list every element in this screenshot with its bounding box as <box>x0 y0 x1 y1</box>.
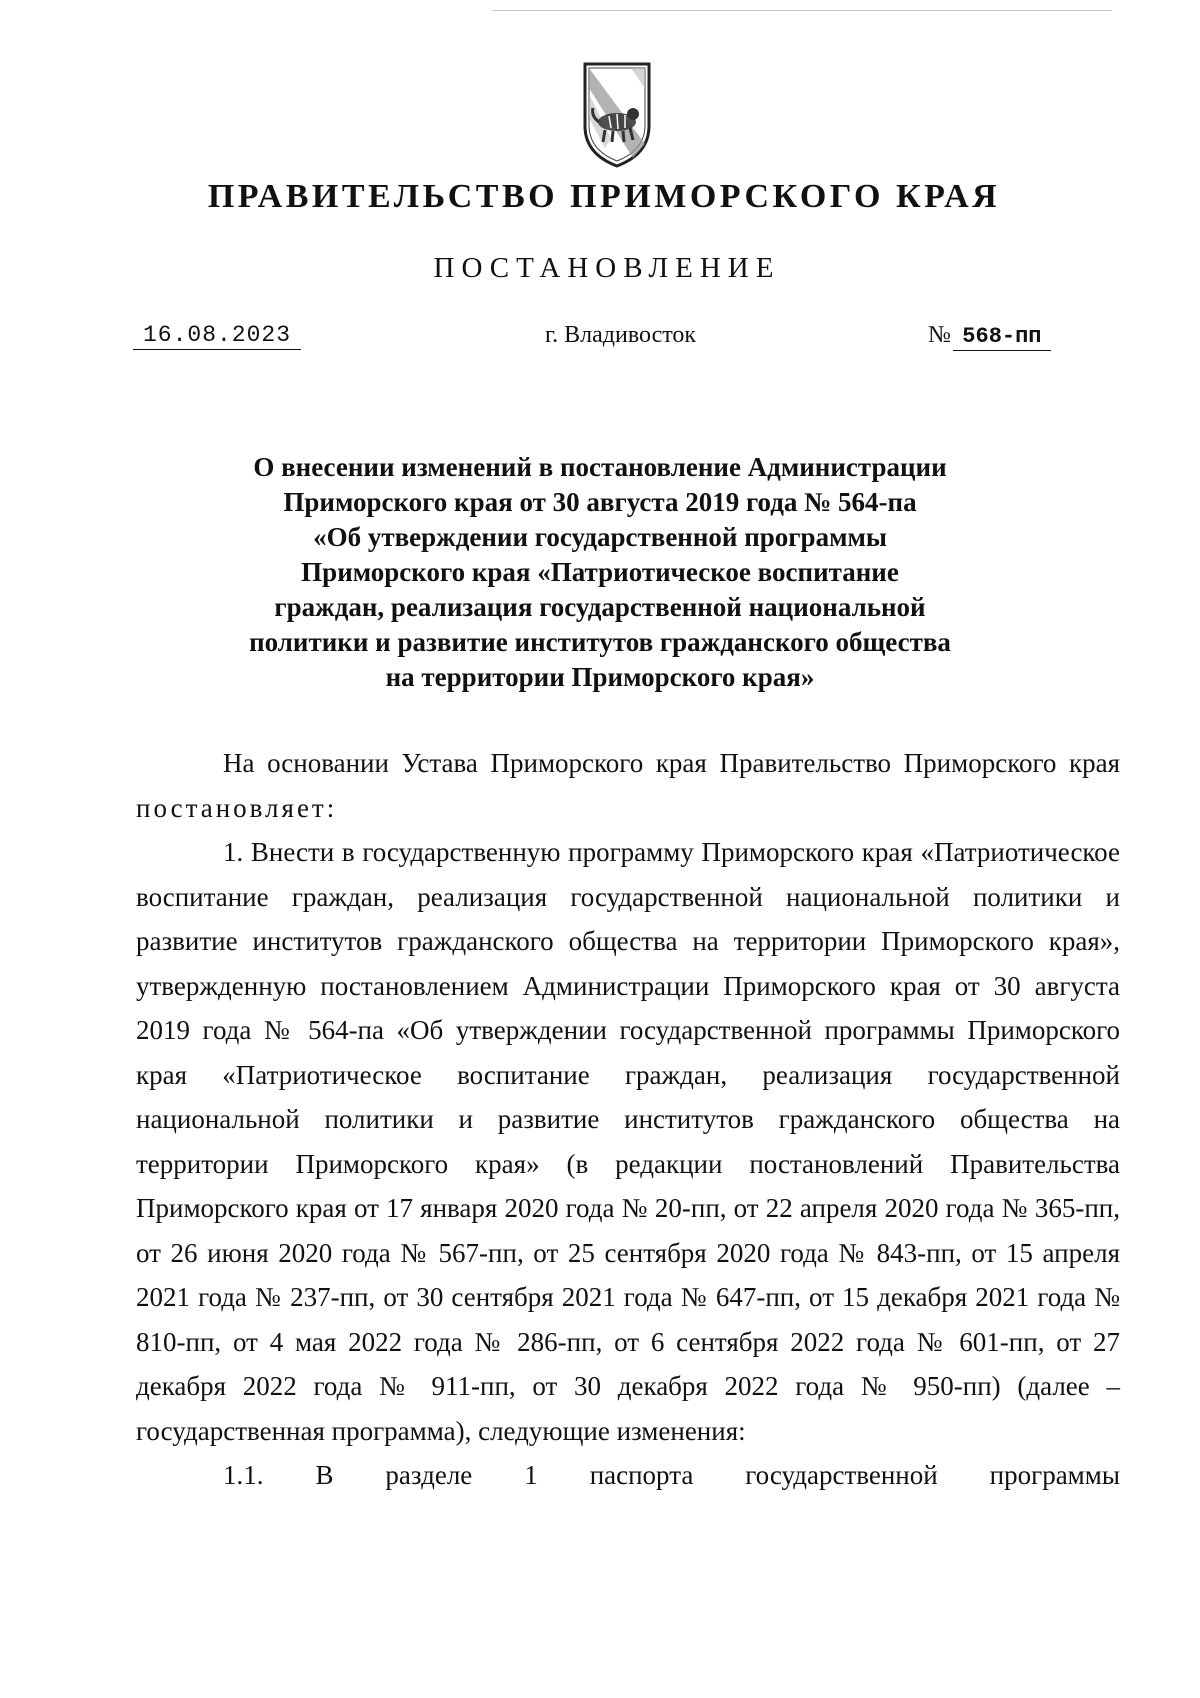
preamble-text: На основании Устава Приморского края Правительство Приморского края <box>223 748 1120 778</box>
heading-line: Приморского края от 30 августа 2019 года № 564-па <box>283 487 917 517</box>
heading-line: Приморского края «Патриотическое воспитание <box>301 557 899 587</box>
document-body <box>136 741 1120 1498</box>
document-city: г. Владивосток <box>545 322 697 348</box>
top-rule <box>492 10 1112 11</box>
body-paragraph-item-1: 1. Внести в государственную программу Приморского края «Патриотическое воспитание граждан, реализация государственной национальной политики и развитие институтов гражданского общества на территории Приморского края», утвержденную постановлением Администрации Приморского края от 30 августа 2019 года № 564-па «Об утверждении государственной программы Приморского края «Патриотическое воспитание граждан, реализация государственной национальной политики и развитие институтов гражданского общества на территории Приморского края» (в редакции постановлений Правительства Приморского края от 17 января 2020 года № 20-пп, от 22 апреля 2020 года № 365-пп, от 26 июня 2020 года № 567-пп, от 25 сентября 2020 года № 843-пп, от 15 апреля 2021 года № 237-пп, от 30 сентября 2021 года № 647-пп, от 15 декабря 2021 года № 810-пп, от 4 мая 2022 года № 286-пп, от 6 сентября 2022 года № 601-пп, от 27 декабря 2022 года № 911-пп, от 30 декабря 2022 года № 950-пп) (далее – государственная программа), следующие изменения: <box>136 837 1120 1446</box>
document-type: ПОСТАНОВЛЕНИЕ <box>433 252 781 284</box>
number-sign: № <box>928 322 951 348</box>
body-paragraph-item-1-1: 1.1. В разделе 1 паспорта государственной программы <box>223 1460 1120 1490</box>
document-heading <box>200 450 1000 695</box>
heading-line: «Об утверждении государственной программы <box>313 522 887 552</box>
body-paragraph-preamble <box>136 741 1120 830</box>
document-meta <box>0 322 1200 362</box>
decree-word: постановляет: <box>136 792 338 823</box>
document-number-field <box>928 322 1056 351</box>
government-title: ПРАВИТЕЛЬСТВО ПРИМОРСКОГО КРАЯ <box>207 178 1001 215</box>
heading-line: на территории Приморского края» <box>385 662 815 692</box>
coat-of-arms-icon <box>575 58 659 170</box>
heading-line: граждан, реализация государственной национальной <box>274 592 926 622</box>
document-date: 16.08.2023 <box>133 322 301 350</box>
heading-line: политики и развитие институтов гражданского общества <box>249 627 951 657</box>
heading-line: О внесении изменений в постановление Администрации <box>253 452 947 482</box>
document-number: 568-пп <box>953 324 1051 351</box>
